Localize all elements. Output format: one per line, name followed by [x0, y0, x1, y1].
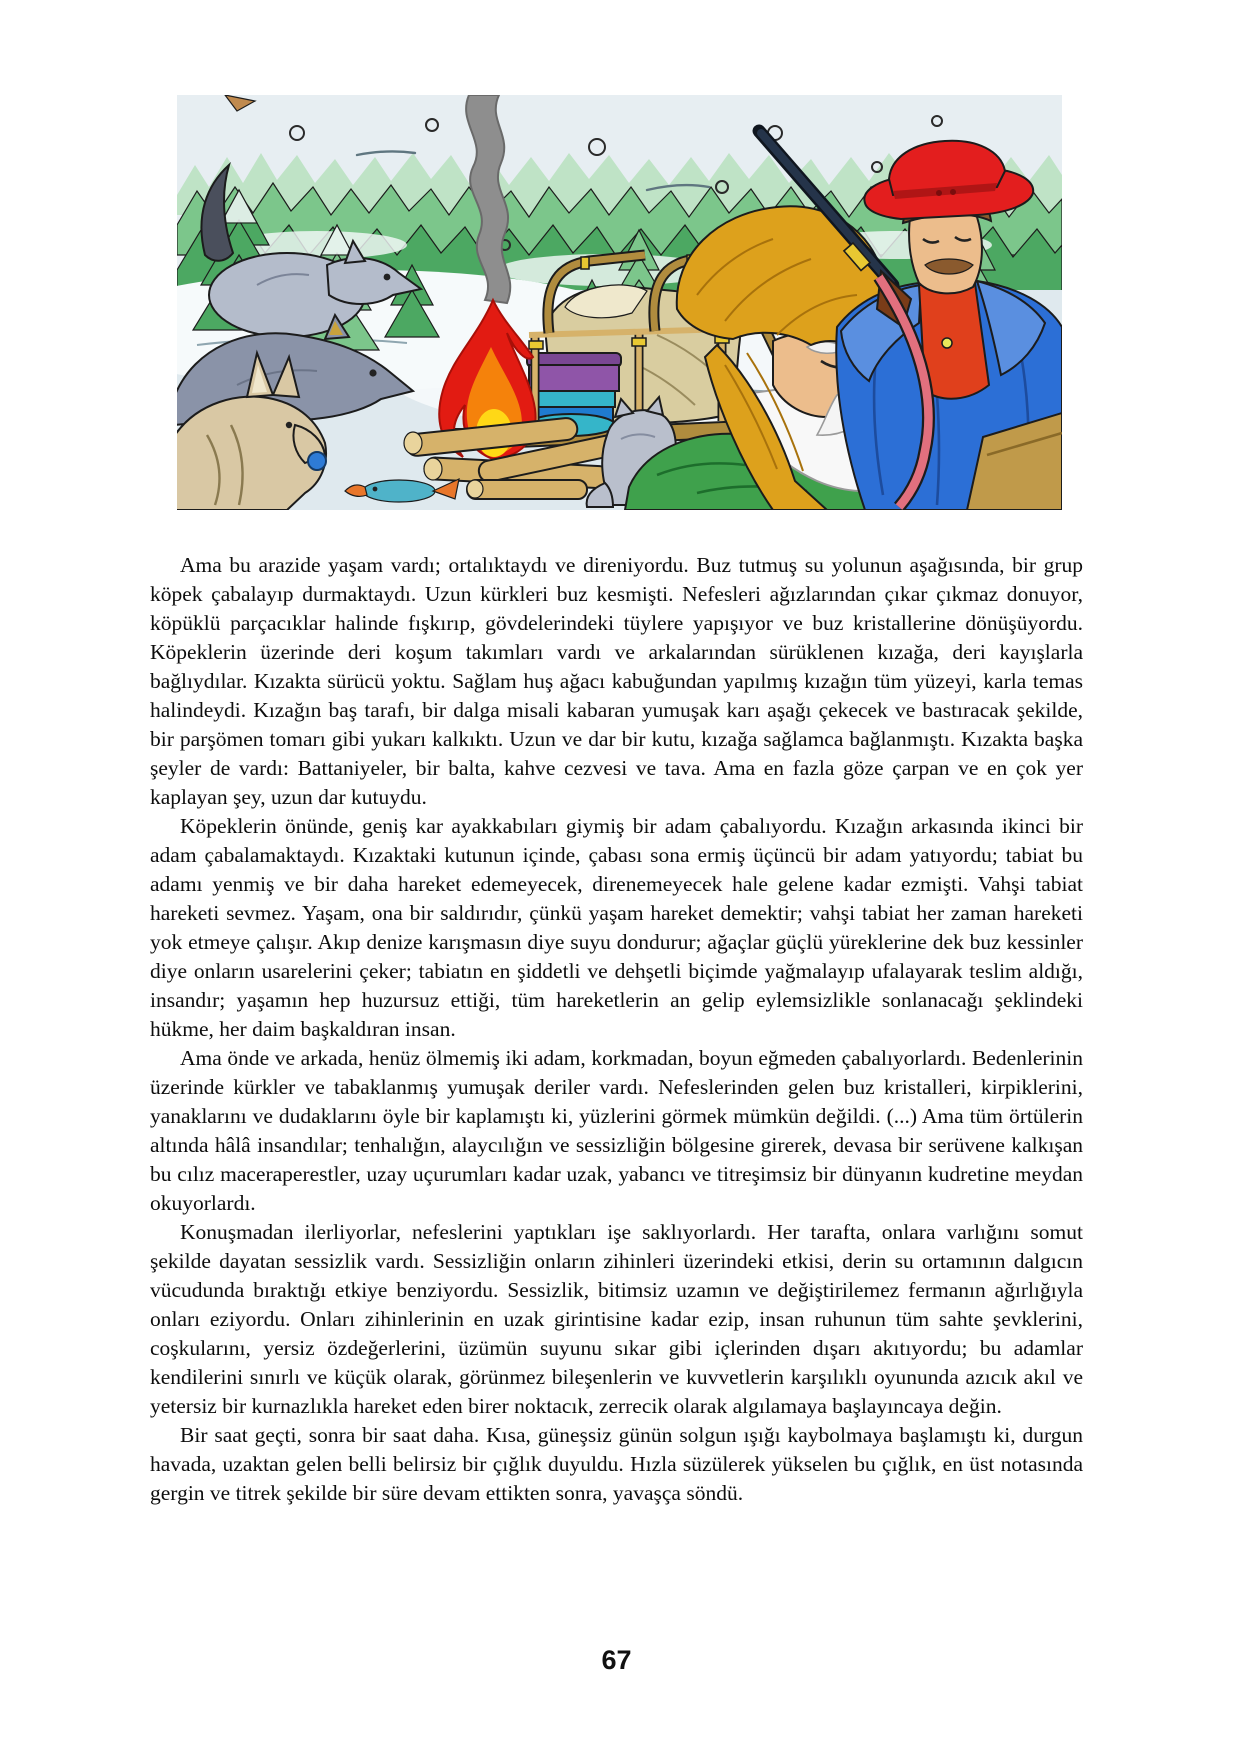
story-illustration — [177, 95, 1062, 510]
story-text — [150, 551, 1083, 1508]
paragraph: Konuşmadan ilerliyorlar, nefeslerini yaptıkları işe saklıyorlardı. Her tarafta, onlara varlığını somut şekilde dayatan sessizlik vardı. Sessizliğin onların zihinleri üzerindeki etkisi, derin su ortamının dalgıcın vücudunda bıraktığı etkiye benziyordu. Sessizlik, bitimsiz uzamın ve değiştirilemez fermanın ağırlığıyla onları eziyordu. Onları zihinlerinin en uzak girintisine kadar ezip, insan ruhunun tüm sahte şevklerini, coşkularını, yersiz özdeğerlerini, üzümün suyunu sıkar gibi içlerinden dışarı akıtıyordu; bu adamlar kendilerini sınırlı ve küçük olarak, görünmez bileşenlerin ve kuvvetlerin karşılıklı oyununda azıcık akıl ve yetersiz bir kurnazlıkla hareket eden birer noktacık, zerrecik olarak algılamaya başlayıncaya değin. — [150, 1220, 1083, 1418]
page-number: 67 — [601, 1645, 632, 1675]
winter-camp-scene-svg — [177, 95, 1062, 510]
collar-bead — [308, 452, 326, 470]
paragraph: Ama önde ve arkada, henüz ölmemiş iki adam, korkmadan, boyun eğmeden çabalıyorlardı. Bedenlerinin üzerinde kürkler ve tabaklanmış yumuşak deriler vardı. Nefeslerinden gelen buz kristalleri, kirpiklerini, yanaklarını ve dudaklarını öyle bir kaplamıştı ki, yüzlerini görmek mümkün değildi. (...) Ama tüm örtülerin altında hâlâ insandılar; tenhalığın, alaycılığın ve sessizliğin bölgesine girerek, devasa bir serüvene kalkışan bu cılız maceraperestler, uzay uçurumları kadar uzak, yabancı ve titreşimsiz bir dünyanın kudretine meydan okuyorlardı. — [150, 1046, 1083, 1215]
paragraph: Köpeklerin önünde, geniş kar ayakkabıları giymiş bir adam çabalıyordu. Kızağın arkasında ikinci bir adam çabalamaktaydı. Kızaktaki kutunun içinde, çabası sona ermiş üçüncü bir adam yatıyordu; tabiat bu adamı yenmiş ve bir daha hareket edemeyecek, direnemeyecek hale gelene kadar ezmişti. Vahşi tabiat hareketi sevmez. Yaşam, ona bir saldırıdır, çünkü yaşam hareket demektir; vahşi tabiat her zaman hareketi yok etmeye çalışır. Akıp denize karışmasın diye suyu dondurur; ağaçlar güçlü yüreklerine dek buz kessinler diye onların usarelerini çeker; tabiatın en şiddetli ve dehşetli biçimde yağmalayıp ufalayarak teslim aldığı, insandır; yaşamın hep huzursuz ettiği, tüm hareketlerin an gelip eylemsizlikle sonlanacağı şeklindeki hükme, her daim başkaldıran insan. — [150, 814, 1083, 1041]
paragraph: Bir saat geçti, sonra bir saat daha. Kısa, güneşsiz günün solgun ışığı kaybolmaya başlamıştı ki, durgun havada, uzaktan gelen belli belirsiz bir çığlık duyuldu. Hızla süzülerek yükselen bu çığlık, en üst notasında gergin ve titrek şekilde bir süre devam ettikten sonra, yavaşça söndü. — [150, 1423, 1083, 1505]
paragraph: Ama bu arazide yaşam vardı; ortalıktaydı ve direniyordu. Buz tutmuş su yolunun aşağısında, bir grup köpek çabalayıp durmaktaydı. Uzun kürkleri buz kesmişti. Nefesleri ağızlarından çıkar çıkmaz donuyor, köpüklü parçacıklar halinde fışkırıp, gövdelerindeki tüylere yapışıyor ve buz kristallerine dönüşüyordu. Köpeklerin üzerinde deri koşum takımları vardı ve arkalarından sürüklenen kızağa, deri kayışlarla bağlıydılar. Kızakta sürücü yoktu. Sağlam huş ağacı kabuğundan yapılmış kızağın tüm yüzeyi, karla temas halindeydi. Kızağın baş tarafı, bir dalga misali kabaran yumuşak karı aşağı çekecek ve bastıracak şekilde, bir parşömen tomarı gibi yukarı kalkıktı. Uzun ve dar bir kutu, kızağa sağlamca bağlanmıştı. Kızakta başka şeyler de vardı: Battaniyeler, bir balta, kahve cezvesi ve tava. Ama en fazla göze çarpan ve en çok yer kaplayan şey, uzun dar kutuydu. — [150, 553, 1083, 809]
vest-button — [942, 338, 952, 348]
blanket-teal — [529, 391, 615, 407]
suitcase — [529, 365, 619, 391]
log — [467, 480, 587, 499]
